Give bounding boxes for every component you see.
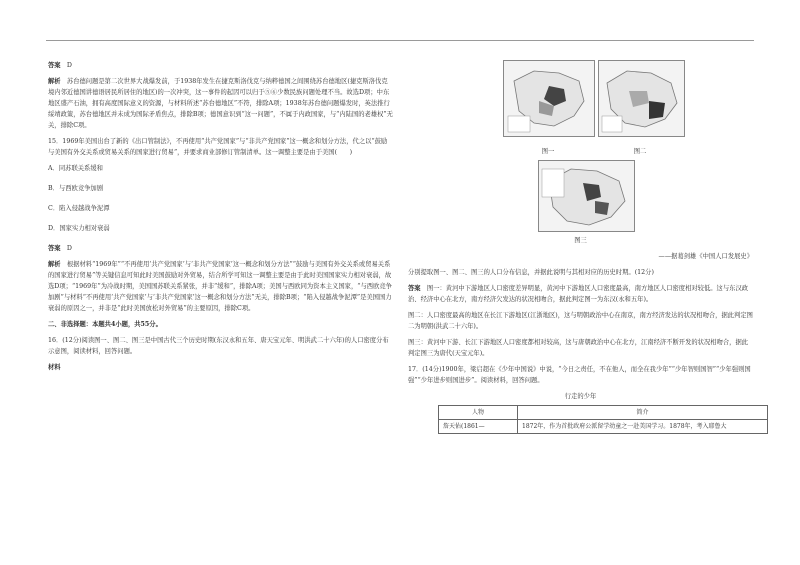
answer-16-p3: 图三：黄河中下游、长江下游地区人口密度都相对较高，这与唐朝政治中心在北方，江南经济不断开发的状况相吻合，据此判定图三为唐代(天宝元年)。 bbox=[408, 339, 749, 357]
table-title: 行走的少年 bbox=[564, 393, 597, 400]
map-figure-3 bbox=[538, 160, 635, 232]
figure-source: ——据葛剑雄《中国人口发展史》 bbox=[658, 253, 753, 260]
option-a[interactable]: A．同苏联关系缓和 bbox=[48, 165, 103, 172]
answer-15: 答案 D bbox=[48, 245, 72, 252]
answer-16-p1: 答案 图一：黄河中下游地区人口密度差异明显，黄河中下游地区人口密度最高，南方地区人口密度相对较低。这与东汉政治、经济中心在北方，南方经济欠发达的状况相吻合，据此判定图一为东汉(永和五年)。 bbox=[408, 285, 749, 303]
question-17-stem: 17．(14分)1900年，梁启超在《少年中国说》中说，“今日之责任，不在他人，而全在我少年”“少年智则国智”“少年强则国强”“少年进步则国进步”。阅读材料，回答问题。 bbox=[408, 366, 751, 384]
option-b[interactable]: B．与西欧竞争加剧 bbox=[48, 185, 104, 192]
map-figure-1 bbox=[503, 60, 595, 137]
table-header-person: 人物 bbox=[439, 406, 518, 420]
table-header-row bbox=[439, 406, 768, 420]
answer-14: 答案 D bbox=[48, 62, 72, 69]
biography-table bbox=[438, 405, 768, 434]
right-column bbox=[408, 60, 753, 434]
header-rule bbox=[46, 40, 754, 41]
question-15-stem: 15．1969年美国出台了新的《出口管制法》，不再使用“共产党国家”与“非共产党国家”这一概念和划分方法，代之以“鼓励与美国有外交关系或贸易关系的国家进行贸易”，并要求商业部修订管制清单。这一调整主要是由于美国( ) bbox=[48, 138, 388, 156]
map-figure-2 bbox=[598, 60, 685, 137]
material-label: 材料 bbox=[48, 364, 61, 371]
figure-1-caption: 图一 bbox=[541, 148, 555, 155]
table-row bbox=[439, 420, 768, 434]
question-16-task: 分别提取图一、图二、图三的人口分布信息，并据此说明与其相对应的历史时期。(12分) bbox=[408, 269, 654, 276]
table-cell-person: 詹天佑(1861— bbox=[439, 420, 518, 434]
table-header-intro: 简介 bbox=[518, 406, 768, 420]
option-c[interactable]: C．陷入侵越战争泥潭 bbox=[48, 205, 110, 212]
figure-area bbox=[408, 60, 753, 205]
question-16-stem: 16．(12分)阅读图一、图二、图三是中国古代三个历史时期(东汉永和五年、唐天宝元年、明洪武二十六年)的人口密度分布示意图，阅读材料，回答问题。 bbox=[48, 337, 389, 355]
explanation-14: 解析 苏台德问题是第二次世界大战爆发前，于1938年发生在捷克斯洛伐克与纳粹德国之间围绕苏台德地区(捷克斯洛伐克境内邻近德国讲德语居民所居住的地区)的一次冲突，这一事件的起因可以归于⑤⑥少数民族问题处理不当。故选D项；中东地区盛产石油，拥有高度国际意义的资源，与材料所述“苏台德地区”不符，排除A项；1938年苏台德问题爆发时，英法推行绥靖政策，苏台德地区并未成为国际矛盾焦点，排除B项；德国意识到“这一问题”，不属于内政国家，与“内陆国的老雄权”无关，排除C项。 bbox=[48, 78, 393, 129]
answer-16-p2: 图二：人口密度最高的地区在长江下游地区(江浙地区)，这与明朝政治中心在南京，南方经济发达的状况相吻合，据此判定图二为明朝(洪武二十六年)。 bbox=[408, 312, 753, 330]
figure-2-caption: 图二 bbox=[633, 148, 647, 155]
section-heading: 二、非选择题：本题共4小题，共55分。 bbox=[48, 321, 162, 328]
left-column bbox=[48, 60, 393, 373]
figure-3-caption: 图三 bbox=[574, 237, 587, 244]
explanation-15: 解析 根据材料“1969年”“不再使用‘共产党国家’与‘非共产党国家’这一概念和划分方法”“鼓励与美国有外交关系或贸易关系的国家进行贸易”等关键信息可知此时美国鼓励对外贸易，结合所学可知这一调整主要是由于此时美国国家实力相对衰弱，故选D项；“1969年”为冷战时期，美国国苏联关系紧张，并非“缓和”，排除A项；美国与西欧同为资本主义国家，“与西欧竞争加剧”与材料“不再使用‘共产党国家’与‘非共产党国家’这一概念和划分方法”无关，排除B项；“陷入侵越战争泥潭”是美国国力衰弱的原因之一，并非是“此时美国放松对外贸易”的主要原因，排除C项。 bbox=[48, 261, 392, 312]
option-d[interactable]: D．国家实力相对衰弱 bbox=[48, 225, 110, 232]
table-cell-intro: 1872年，作为首批政府公派留学幼童之一赴美国学习。1878年，考入耶鲁大 bbox=[518, 420, 768, 434]
